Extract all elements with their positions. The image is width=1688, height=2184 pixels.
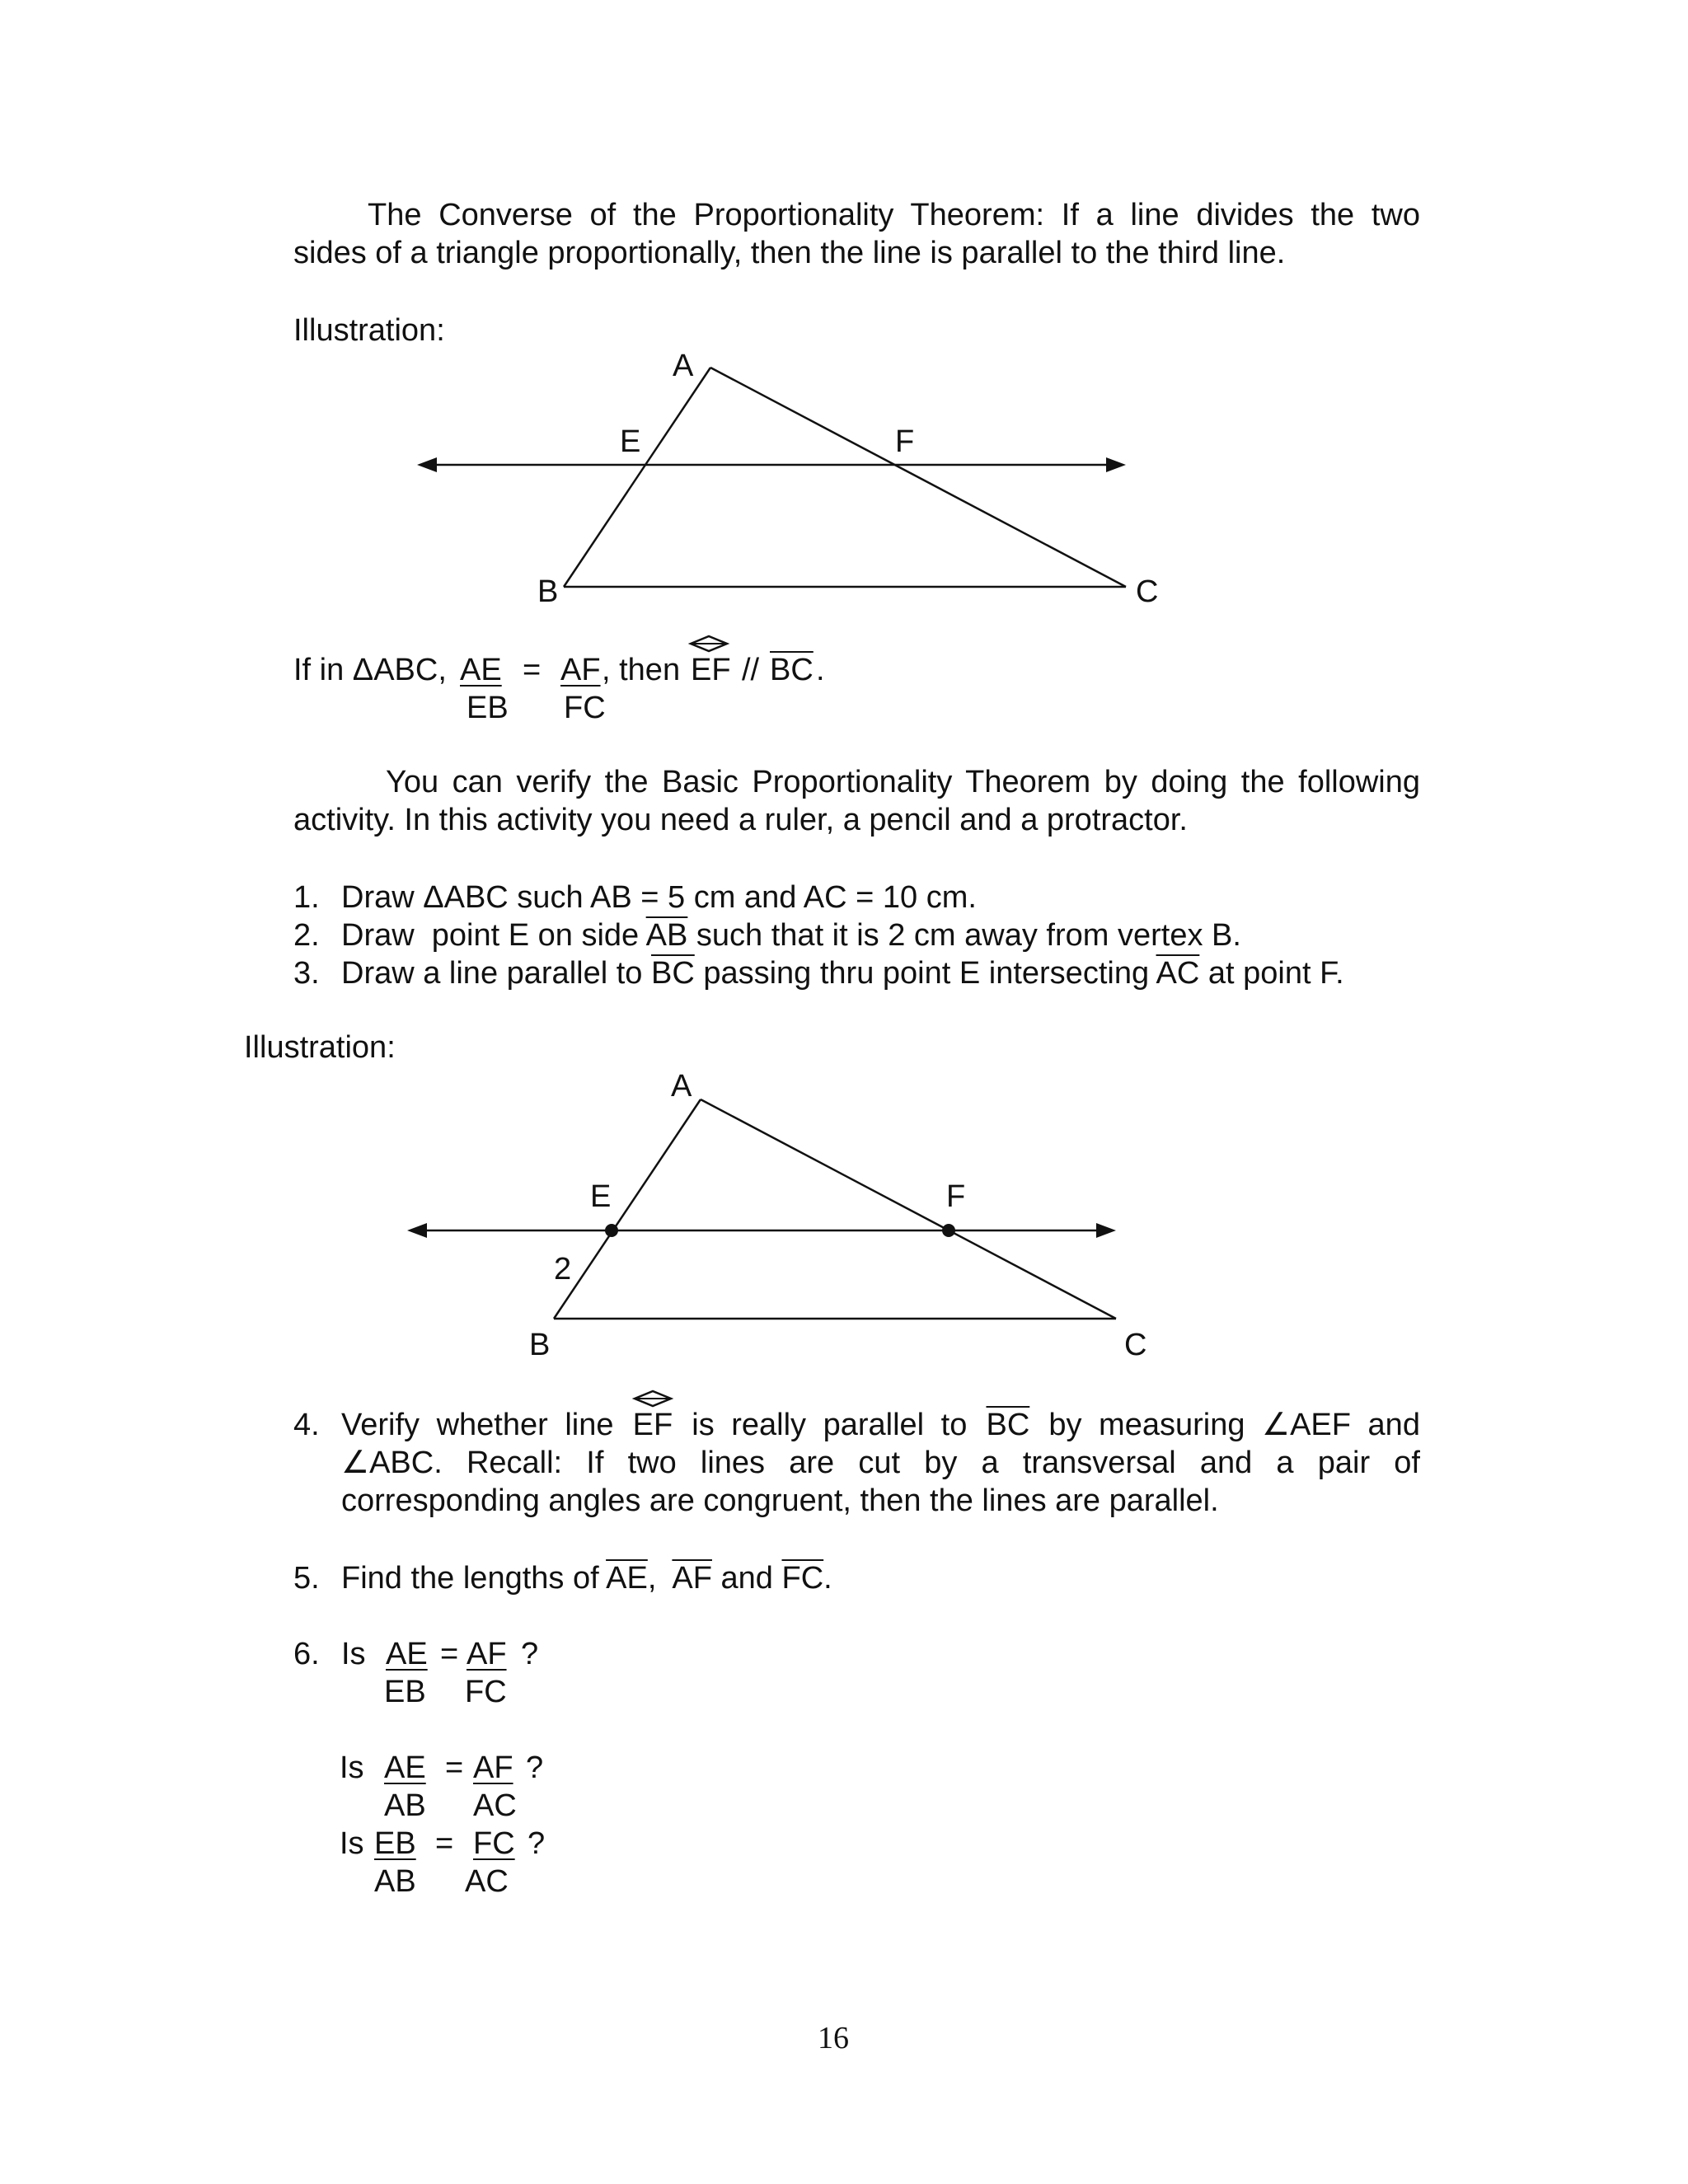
converse-prefix: If in ΔABC,: [293, 653, 447, 687]
step-2-part-b: such that it is 2 cm away from vertex B.: [687, 918, 1241, 953]
segment-ae: $\overline{AE}$: [606, 1561, 648, 1596]
segment-ac: $\overline{AC}$: [1156, 956, 1200, 991]
line-double-arrow-icon: [687, 635, 730, 653]
point-label-f-2: F: [946, 1179, 966, 1214]
segment-bc-step3: $\overline{BC}$: [650, 956, 695, 991]
step-3-part-a: Draw a line parallel to: [341, 956, 651, 991]
point-label-e: E: [620, 424, 641, 459]
converse-period: .: [816, 653, 825, 687]
vertex-label-b-2: B: [529, 1328, 551, 1362]
arrow-right-head: [1106, 457, 1126, 472]
point-label-e-2: E: [590, 1179, 612, 1214]
figure-2-lines: [420, 1099, 1116, 1319]
step-1-number: 1.: [293, 880, 320, 915]
step-3-text: [341, 958, 1344, 989]
q2-den-ab: AB: [384, 1788, 426, 1823]
step-4-part-b: is really parallel to: [674, 1408, 984, 1442]
vertex-label-c-2: C: [1124, 1328, 1147, 1362]
step-4-line-3: corresponding angles are congruent, then the lines are parallel.: [341, 1483, 1219, 1518]
q1-is: Is: [341, 1637, 366, 1671]
point-e-dot: [605, 1224, 618, 1237]
q1-question-mark: ?: [521, 1637, 539, 1671]
step-2-part-a: Draw point E on side: [341, 918, 646, 953]
arrow-right-head-2: [1096, 1223, 1116, 1238]
point-label-f: F: [895, 424, 915, 459]
vertex-label-a: A: [673, 349, 694, 383]
q1-den-eb: EB: [384, 1675, 426, 1709]
arrow-left-head-2: [407, 1223, 427, 1238]
parallel-symbol: //: [742, 653, 760, 687]
theorem-line-2: sides of a triangle proportionally, then the line is parallel to the third line.: [293, 236, 1286, 270]
step-3-number: 3.: [293, 956, 320, 991]
q1-eq: =: [440, 1637, 459, 1671]
step-4-number: 4.: [293, 1408, 320, 1442]
step-1-text: Draw ΔABC such AB = 5 cm and AC = 10 cm.: [341, 880, 977, 915]
activity-line-2: activity. In this activity you need a ruler, a pencil and a protractor.: [293, 803, 1188, 837]
q1-num-ae: AE: [386, 1637, 428, 1671]
fraction-num-af: AF: [560, 653, 601, 687]
side-ac: [710, 368, 1126, 587]
q2-eq: =: [445, 1750, 464, 1785]
q3-is: Is: [340, 1826, 364, 1861]
vertex-label-c: C: [1136, 574, 1159, 609]
side-ab: [564, 368, 710, 587]
vertex-label-a-2: A: [671, 1069, 692, 1104]
step-5-part-a: Find the lengths of: [341, 1561, 607, 1596]
step-5-comma: ,: [647, 1561, 665, 1596]
line-name-ef: EF: [691, 653, 731, 687]
line-name-ef-2: EF: [632, 1408, 673, 1442]
step-4-part-a: Verify whether line: [341, 1408, 631, 1442]
q3-den-ab: AB: [374, 1864, 416, 1899]
q2-num-af: AF: [473, 1750, 513, 1785]
step-4-part-c: by measuring ∠AEF and: [1031, 1408, 1420, 1442]
q1-num-af: AF: [467, 1637, 507, 1671]
q2-is: Is: [340, 1750, 364, 1785]
equals-sign: =: [523, 653, 542, 687]
step-4-line-1: [341, 1409, 1420, 1441]
step-4-line-ef: [633, 1409, 673, 1441]
step-2-text: [341, 920, 1241, 951]
illustration-label: Illustration:: [293, 313, 445, 348]
step-2-number: 2.: [293, 918, 320, 953]
activity-line-1: You can verify the Basic Proportionality Theorem by doing the following: [386, 765, 1420, 799]
vertex-label-b: B: [537, 574, 559, 609]
segment-bc-step4: $\overline{BC}$: [986, 1408, 1030, 1442]
step-4-line-2: ∠ABC. Recall: If two lines are cut by a transversal and a pair of: [341, 1446, 1420, 1480]
q3-den-ac: AC: [465, 1864, 509, 1899]
q3-num-fc: FC: [473, 1826, 515, 1861]
step-3-part-c: at point F.: [1199, 956, 1344, 991]
q1-den-fc: FC: [465, 1675, 507, 1709]
segment-fc: $\overline{FC}$: [781, 1561, 824, 1596]
line-double-arrow-icon-2: [631, 1390, 674, 1408]
figure-1-lines: [430, 368, 1126, 587]
point-f-dot: [942, 1224, 955, 1237]
step-3-part-b: passing thru point E intersecting: [694, 956, 1156, 991]
step-5-period: .: [823, 1561, 832, 1596]
fraction-num-ae: AE: [460, 653, 502, 687]
length-label-2: 2: [554, 1252, 572, 1286]
step-6-number: 6.: [293, 1637, 320, 1671]
step-5-number: 5.: [293, 1561, 320, 1596]
segment-bc: $\overline{BC}$: [770, 653, 814, 687]
segment-af: $\overline{AF}$: [672, 1561, 712, 1596]
illustration-label-2: Illustration:: [244, 1030, 396, 1065]
q2-num-ae: AE: [384, 1750, 426, 1785]
q3-eq: =: [435, 1826, 454, 1861]
page-number: 16: [818, 2021, 849, 2055]
side-ac-2: [701, 1099, 1116, 1319]
arrow-left-head: [417, 457, 437, 472]
converse-then: , then: [602, 653, 681, 687]
theorem-line-1: The Converse of the Proportionality Theorem: If a line divides the two: [368, 198, 1420, 232]
step-5-and: and: [711, 1561, 782, 1596]
q2-den-ac: AC: [473, 1788, 517, 1823]
fraction-den-fc: FC: [564, 691, 606, 725]
fraction-den-eb: EB: [467, 691, 509, 725]
q3-question-mark: ?: [528, 1826, 546, 1861]
q2-question-mark: ?: [526, 1750, 544, 1785]
side-ab-2: [554, 1099, 701, 1319]
step-5-text: [341, 1563, 832, 1594]
q3-num-eb: EB: [374, 1826, 416, 1861]
segment-ab: $\overline{AB}$: [645, 918, 688, 953]
